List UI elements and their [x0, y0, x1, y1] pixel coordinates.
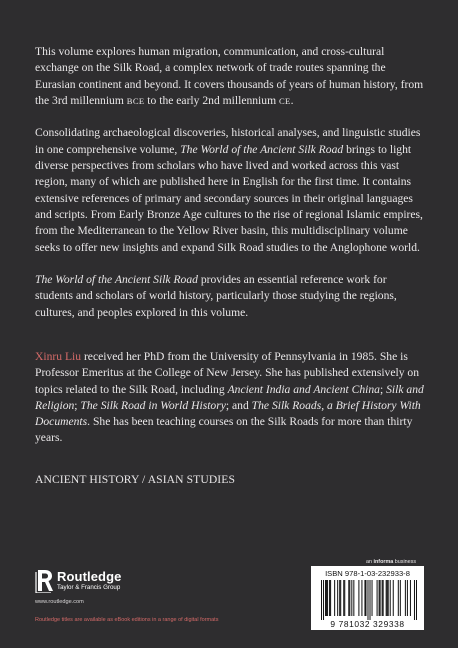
barcode-bar [388, 580, 389, 616]
description-text: . [290, 93, 294, 107]
isbn-label: ISBN 978-1-03-232933-8 [325, 569, 410, 578]
description-text: provides an essential reference work for students and scholars of world history, particularly those studying the regions, cultures, and peoples explored in this volume. [35, 273, 397, 319]
barcode-bar [383, 580, 384, 616]
barcode-bar [410, 580, 411, 616]
barcode-bar [377, 580, 378, 616]
description-text: This volume explores human migration, communication, and cross-cultural exchange on the Silk Road, a complex network of trade routes spanning the Eurasian continent and beyond. It covers thousands of years of human history, from the 3rd millennium [35, 45, 424, 107]
barcode-bar [367, 580, 368, 620]
barcode-box [311, 566, 424, 630]
author-bio-text: . She has been teaching courses on the Silk Roads for more than thirty years. [35, 415, 413, 445]
author-bio-paragraph [35, 349, 427, 447]
informa-suffix: business [393, 559, 417, 565]
barcode-bar [372, 580, 373, 616]
barcode-bar [370, 580, 371, 620]
barcode-bar [365, 580, 366, 616]
barcode-bar [351, 580, 352, 616]
description-text: Consolidating archaeological discoveries, historical analyses, and linguistic studies in one comprehensive volume, [35, 126, 421, 156]
barcode-bar [344, 580, 345, 616]
barcode-bar [386, 580, 387, 616]
barcode-bar [325, 580, 326, 616]
barcode-bars [321, 580, 417, 620]
author-name: Xinru Liu [35, 350, 82, 363]
description-text: to the early 2nd millennium [144, 93, 279, 107]
informa-business-tag [366, 559, 416, 565]
separator: ; and [225, 398, 252, 412]
barcode-bar [326, 580, 327, 616]
author-book-title: Silk and Religion [35, 382, 424, 412]
separator: ; [74, 398, 81, 412]
barcode-bar [390, 580, 391, 616]
book-description [35, 44, 427, 337]
author-bio-text: received her PhD from the University of Pennsylvania in 1985. She is Professor Emeritus at the College of New Jersey. She has published extensively on topics related to the Silk Road, including [35, 350, 420, 396]
book-title-italic: The World of the Ancient Silk Road [35, 273, 198, 287]
barcode-bar [407, 580, 408, 616]
subject-category: ANCIENT HISTORY / ASIAN STUDIES [35, 473, 235, 486]
publisher-logo [35, 569, 175, 595]
description-paragraph-2 [35, 125, 427, 255]
barcode-bar [343, 580, 344, 616]
barcode-bar [387, 580, 388, 616]
author-book-title: The Silk Roads, a Brief History With Documents [35, 398, 421, 429]
barcode-bar [330, 580, 331, 616]
barcode-bar [353, 580, 354, 616]
barcode-bar [340, 580, 341, 616]
era-label-bce: BCE [126, 95, 145, 106]
barcode-bar [414, 580, 415, 620]
barcode-bar [398, 580, 399, 616]
barcode-bar [334, 580, 335, 616]
barcode-bar [380, 580, 381, 616]
barcode-bar [323, 580, 324, 620]
description-text: brings to light diverse perspectives from scholars who have lived and worked across this vast region, many of which are published here in English for the first time. It contains extensive references of primary and secondary sources in their original languages and scripts. From Early Bronze Age cultures to the rise of regional Islamic empires, from the Mediterranean to the Yellow River basin, this multidisciplinary volume seeks to offer new insights and expand Silk Road studies to the Anglophone world. [35, 142, 423, 254]
book-title-italic: The World of the Ancient Silk Road [180, 142, 344, 156]
description-paragraph-3 [35, 272, 427, 321]
barcode-bar [379, 580, 380, 616]
description-paragraph-1 [35, 44, 427, 109]
publisher-url[interactable]: www.routledge.com [35, 599, 84, 605]
ebook-availability-note: Routledge titles are available as eBook editions in a range of digital formats [35, 617, 219, 623]
barcode-bar [329, 580, 330, 616]
barcode-bar [349, 580, 350, 616]
barcode-bar [382, 580, 383, 616]
barcode-bar [358, 580, 359, 616]
separator: ; [379, 382, 387, 396]
barcode-bar [337, 580, 338, 616]
author-bio [35, 349, 427, 447]
author-book-title: The Silk Road in World History [80, 398, 226, 412]
informa-brand: informa [373, 559, 394, 565]
barcode-bar [327, 580, 328, 616]
barcode-bar [416, 580, 417, 620]
barcode-bar [393, 580, 394, 616]
barcode-bar [400, 580, 401, 616]
routledge-logo-icon [35, 569, 54, 593]
publisher-group: Taylor & Francis Group [57, 584, 121, 591]
barcode-digits: 9 781032 329338 [330, 619, 405, 629]
barcode-bar [405, 580, 406, 616]
barcode-bar [361, 580, 362, 616]
informa-prefix: an [366, 559, 374, 565]
barcode-bar [348, 580, 349, 616]
publisher-name: Routledge [57, 569, 122, 584]
barcode-bar [364, 580, 365, 616]
era-label-ce: CE [279, 95, 291, 106]
barcode-bar [321, 580, 322, 620]
barcode-bar [339, 580, 340, 616]
author-book-title: Ancient India and Ancient China [227, 382, 380, 396]
